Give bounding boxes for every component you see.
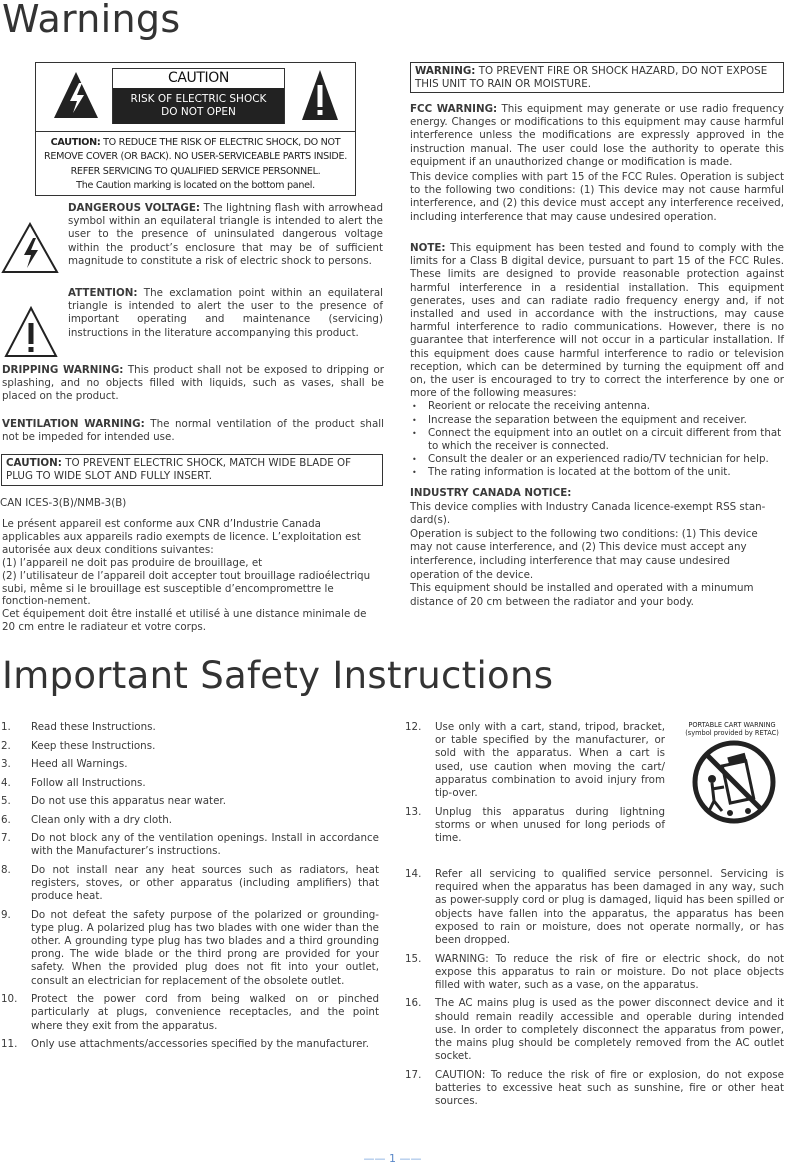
fcc-lead: FCC WARNING:: [410, 103, 498, 115]
item-number: 2.: [1, 739, 11, 752]
item-text: Follow all Instructions.: [31, 776, 146, 789]
french-notice: [2, 518, 376, 634]
safety-heading: Important Safety Instructions: [2, 654, 554, 697]
attention-lead: ATTENTION:: [68, 287, 138, 299]
list-item: [1, 864, 379, 904]
list-item: [405, 953, 784, 993]
caution-label: CAUTION: [168, 70, 229, 86]
item-text: Do not install near any heat sources such as radiators, heat registers, stoves, or other apparatus (including amplifiers) that produce heat.: [31, 863, 379, 903]
dripping-lead: DRIPPING WARNING:: [2, 364, 124, 376]
note-section: [410, 242, 784, 480]
item-number: 5.: [1, 795, 11, 807]
lightning-triangle-icon: [53, 71, 99, 119]
dangerous-voltage-text: [68, 202, 383, 268]
cart-tipover-icon: [678, 739, 785, 825]
item-text: Read these Instructions.: [31, 721, 156, 733]
industry-canada-section: [410, 487, 780, 609]
item-text: Protect the power cord from being walked on or pinched particularly at plugs, convenience receptacles, and the point where they exit from the apparatus.: [31, 993, 379, 1032]
item-number: 13.: [405, 805, 422, 818]
note-lead: NOTE:: [410, 242, 446, 254]
fire-warning-box: [410, 62, 784, 93]
can-ices-label: CAN ICES-3(B)/NMB-3(B): [0, 497, 127, 509]
item-text: Unplug this apparatus during lightning storms or when unused for long periods of time.: [435, 805, 665, 844]
industry-canada-title: INDUSTRY CANADA NOTICE:: [410, 487, 572, 499]
plug-caution-lead: CAUTION:: [6, 457, 62, 469]
french-line-1: Le présent appareil est conforme aux CNR d’Industrie Canada applicables aux appareils radio exempts de licence. L’exploitation est autorisée aux deux conditions suivantes:: [2, 518, 361, 556]
list-item: [1, 740, 379, 753]
item-text: Do not block any of the ventilation openings. Install in accordance with the Manufacturer’s instructions.: [31, 832, 379, 858]
attention-text: [68, 287, 383, 340]
ventilation-lead: VENTILATION WARNING:: [2, 418, 145, 430]
item-number: 4.: [1, 776, 11, 789]
fire-warning-body: TO PREVENT FIRE OR SHOCK HAZARD, DO NOT EXPOSE THIS UNIT TO RAIN OR MOISTURE.: [415, 65, 768, 90]
list-item: [405, 806, 665, 846]
list-item: [1, 832, 379, 858]
instructions-list-right-bottom: [405, 868, 784, 1114]
fire-warning-lead: WARNING:: [415, 65, 476, 77]
caution-label-block: [112, 68, 285, 124]
attention-body: The exclamation point within an equilateral triangle is intended to alert the user to the presence of important operating and maintenance (servicing) instructions in the literature accompanying this product.: [68, 287, 384, 339]
item-number: 7.: [1, 832, 11, 844]
item-number: 15.: [405, 952, 422, 965]
item-text: Do not use this apparatus near water.: [31, 795, 226, 807]
dangerous-voltage-body: The lightning flash with arrowhead symbol within an equilateral triangle is intended to alert the user to the presence of uninsulated dangerous voltage within the product’s enclosure that may be of sufficient magnitude to constitute a risk of electric shock to persons.: [68, 202, 384, 267]
caution-panel-body: TO REDUCE THE RISK OF ELECTRIC SHOCK, DO NOT REMOVE COVER (OR BACK). NO USER-SERVICEABLE PARTS INSIDE. REFER SERVICING TO QUALIFIED SERVICE PERSONNEL.: [43, 137, 348, 177]
french-line-4: Cet équipement doit être installé et utilisé à une distance minimale de 20 cm entre le radiateur et votre corps.: [2, 608, 367, 634]
item-text: The AC mains plug is used as the power disconnect device and it should remain readily accessible and operable during intended use. In order to completely disconnect the apparatus from power, the mains plug should be completely removed from the AC outlet socket.: [435, 997, 784, 1063]
risk-line-1: RISK OF ELECTRIC SHOCK: [130, 93, 267, 105]
caution-panel-header: [36, 63, 355, 132]
item-number: 6.: [1, 813, 11, 826]
list-item: • Increase the separation between the equipment and receiver.: [410, 414, 784, 427]
list-item: [405, 721, 665, 800]
item-number: 12.: [405, 721, 422, 733]
lightning-triangle-icon: [1, 222, 59, 274]
industry-canada-line-2: Operation is subject to the following two conditions: (1) This device may not cause interference, and (2) This device must accept any interference, including interference that may cause undesired operation of the device.: [410, 527, 758, 581]
dripping-body: This product shall not be exposed to dripping or splashing, and no objects filled with liquids, such as vases, shall be placed on the product.: [2, 364, 384, 403]
list-item: • Reorient or relocate the receiving antenna.: [410, 400, 784, 413]
note-body: This equipment has been tested and found to comply with the limits for a Class B digital device, pursuant to part 15 of the FCC Rules. These limits are designed to provide reasonable protection against harmful interference in a residential installation. This equipment generates, uses and can radiate radio frequency energy and, if not installed and used in accordance with the instructions, may cause harmful interference to radio communications. However, there is no guarantee that interference will not occur in a particular installation. If this equipment does cause harmful interference to radio or television reception, which can be determined by turning the equipment off and on, the user is encouraged to try to correct the interference by one or more of the following measures:: [410, 242, 784, 400]
fcc-body: This equipment may generate or use radio frequency energy. Changes or modifications to this equipment may cause harmful interference unless the modifications are expressly approved in the instruction manual. The user could lose the authority to operate this equipment if an unauthorized change or modification is made.: [410, 103, 784, 168]
list-item: [1, 1038, 379, 1051]
item-text: WARNING: To reduce the risk of fire or electric shock, do not expose this apparatus to rain or moisture. Do not place objects filled with water, such as a vase, on the apparatus.: [435, 952, 784, 991]
page-rule-left: ——: [363, 1152, 386, 1165]
dripping-warning-text: [2, 364, 384, 404]
list-item: • Consult the dealer or an experienced radio/TV technician for help.: [410, 453, 784, 466]
item-text: Clean only with a dry cloth.: [31, 813, 173, 826]
risk-label: [113, 88, 284, 124]
page-rule-right: ——: [399, 1152, 422, 1165]
item-number: 9.: [1, 908, 11, 921]
item-text: Only use attachments/accessories specified by the manufacturer.: [31, 1038, 369, 1051]
item-number: 16.: [405, 997, 422, 1010]
list-item: [1, 993, 379, 1033]
item-number: 11.: [1, 1038, 18, 1051]
item-number: 17.: [405, 1068, 422, 1081]
cart-warning-graphic: [678, 721, 785, 826]
item-number: 3.: [1, 758, 11, 770]
list-item: • The rating information is located at the bottom of the unit.: [410, 466, 784, 479]
french-line-2: (1) l’appareil ne doit pas produire de brouillage, et: [2, 556, 263, 569]
item-number: 14.: [405, 868, 422, 880]
page-number: [0, 1152, 785, 1165]
industry-canada-line-3: This equipment should be installed and operated with a minumum distance of 20 cm between the radiator and your body.: [410, 582, 754, 608]
list-item: [1, 721, 379, 734]
ventilation-warning-text: [2, 418, 384, 444]
exclamation-triangle-icon: [301, 69, 339, 121]
list-item: [1, 777, 379, 790]
dangerous-voltage-lead: DANGEROUS VOLTAGE:: [68, 202, 201, 214]
cart-warning-title: PORTABLE CART WARNING: [688, 721, 776, 729]
measures-list: [410, 400, 784, 479]
list-item: [1, 814, 379, 827]
list-item: [405, 868, 784, 947]
page-number-value: 1: [389, 1152, 396, 1165]
item-number: 10.: [1, 993, 18, 1006]
list-item: [405, 1069, 784, 1109]
item-text: Heed all Warnings.: [31, 758, 128, 770]
instructions-list-left: [1, 721, 379, 1057]
ventilation-body: The normal ventilation of the product shall not be impeded for intended use.: [2, 418, 384, 444]
industry-canada-line-1: This device complies with Industry Canada licence-exempt RSS stan-dard(s).: [410, 500, 766, 527]
plug-caution-box: [1, 454, 383, 486]
french-line-3: (2) l’utilisateur de l’appareil doit accepter tout brouillage radioélectriqu subi, même si le brouillage est susceptible d’encompromettre le fonction-nement.: [2, 569, 371, 608]
list-item: • Connect the equipment into an outlet on a circuit different from that to which the receiver is connected.: [410, 427, 784, 453]
item-text: Refer all servicing to qualified service personnel. Servicing is required when the apparatus has been damaged in any way, such as power-supply cord or plug is damaged, liquid has been spilled or objects have fallen into the apparatus, the apparatus has been exposed to rain or moisture, does not operate normally, or has been dropped.: [435, 868, 784, 947]
list-item: [1, 758, 379, 771]
caution-panel: [35, 62, 356, 196]
caution-panel-text: [40, 136, 351, 193]
exclamation-triangle-icon: [4, 306, 58, 358]
caution-panel-lead: CAUTION:: [50, 137, 101, 148]
warnings-heading: Warnings: [2, 0, 181, 41]
item-text: CAUTION: To reduce the risk of fire or explosion, do not expose batteries to excessive heat such as sunshine, fire or other heat sources.: [435, 1068, 784, 1108]
item-text: Keep these Instructions.: [31, 739, 156, 752]
list-item: [1, 795, 379, 808]
item-number: 1.: [1, 721, 11, 733]
cart-warning-subtitle: (symbol provided by RETAC): [685, 729, 779, 737]
instructions-list-right-top: [405, 721, 665, 850]
list-item: [405, 997, 784, 1063]
fcc-section: [410, 103, 784, 226]
caution-panel-note: The Caution marking is located on the bottom panel.: [76, 179, 315, 191]
plug-caution-body: TO PREVENT ELECTRIC SHOCK, MATCH WIDE BLADE OF PLUG TO WIDE SLOT AND FULLY INSERT.: [6, 457, 352, 482]
item-text: Do not defeat the safety purpose of the polarized or grounding-type plug. A polarized plug has two blades with one wider than the other. A grounding type plug has two blades and a third grounding prong. The wide blade or the third prong are provided for your safety. When the provided plug does not fit into your outlet, consult an electrician for replacement of the obsolete outlet.: [31, 908, 379, 987]
list-item: [1, 909, 379, 988]
risk-line-2: DO NOT OPEN: [161, 106, 236, 118]
fcc-part15: This device complies with part 15 of the FCC Rules. Operation is subject to the following two conditions: (1) This device may not cause harmful interference, and (2) this device must accept any interference received, including interference that may cause undesired operation.: [410, 171, 784, 223]
fcc-warning: [410, 103, 784, 169]
item-number: 8.: [1, 863, 11, 876]
item-text: Use only with a cart, stand, tripod, bracket, or table specified by the manufacturer, or sold with the apparatus. When a cart is used, use caution when moving the cart/ apparatus combination to avoid injury from tip-over.: [435, 721, 665, 800]
